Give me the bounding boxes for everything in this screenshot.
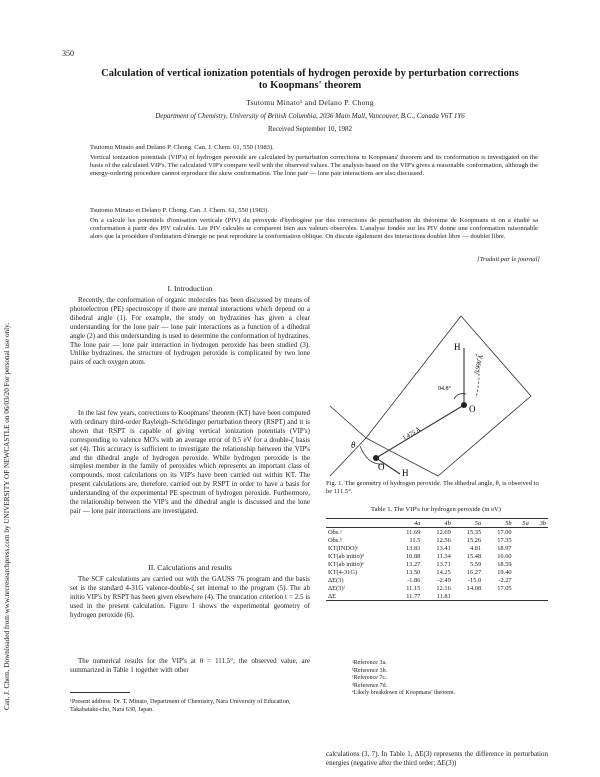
table-row bbox=[326, 568, 548, 576]
table-cell: 11.5 bbox=[409, 536, 421, 544]
table-note: ᵉLikely breakdown of Koopmans' theorem. bbox=[352, 690, 456, 697]
table-cell bbox=[531, 568, 548, 576]
atom-label-h-bottom: H bbox=[402, 468, 409, 478]
table-cell: 12.69 bbox=[436, 528, 451, 536]
table-cell bbox=[453, 592, 483, 601]
table-note: ᵃReference 3a. bbox=[352, 660, 387, 666]
table-cell: KT(ab initio)ᵉ bbox=[328, 560, 364, 568]
table-row bbox=[326, 560, 548, 568]
table-cell: -15.0 bbox=[467, 576, 482, 584]
paragraph: The SCF calculations are carried out with the GAUSS 76 program and the basis set is the standard 4-31G valence-double-ζ set internal to the program (5). The ab initio VIP's by RSPT has been given elsewhere (4). The truncation criterion t = 2.5 is used in the present calculation. Figure 1 shows the experimental geometry of hydrogen peroxide (6). bbox=[70, 575, 310, 619]
table-cell: 16.60 bbox=[497, 552, 512, 560]
table-cell bbox=[531, 584, 548, 592]
table-cell bbox=[531, 592, 548, 601]
table-cell: 10.88 bbox=[405, 552, 421, 560]
table-note: ᵇReference 3b. bbox=[352, 667, 388, 674]
table-cell: 12.56 bbox=[436, 536, 451, 544]
column-header: 5b bbox=[505, 519, 512, 527]
article-title: Calculation of vertical ionization potentials of hydrogen peroxide by perturbation corrections to Koopmans' theorem bbox=[101, 68, 519, 91]
received-date: Received September 10, 1982 bbox=[268, 125, 352, 133]
column-header: 3b bbox=[539, 519, 546, 527]
table-note: ᶜReference 7c. bbox=[352, 675, 387, 682]
table-row bbox=[326, 576, 548, 584]
dihedral-plane-upper bbox=[366, 316, 531, 476]
section-heading-calculations: II. Calculations and results bbox=[148, 563, 232, 572]
table-cell: 15.48 bbox=[466, 552, 482, 560]
table-cell: ΔE(3) bbox=[328, 576, 344, 584]
column-header bbox=[326, 519, 392, 528]
table-cell bbox=[531, 544, 548, 552]
table-cell bbox=[531, 536, 548, 544]
author-affiliation: Department of Chemistry, University of British Columbia, 2036 Main Mall, Vancouver, B.C., Canada V6T 1Y6 bbox=[155, 112, 465, 120]
table-row bbox=[326, 528, 548, 537]
plane-line-left bbox=[330, 406, 366, 438]
oxygen-atom-top bbox=[461, 402, 467, 408]
table-cell: 18.97 bbox=[497, 544, 512, 552]
table-cell: 14.08 bbox=[466, 584, 482, 592]
table-cell: 11.15 bbox=[406, 584, 421, 592]
table-cell: 17.35 bbox=[497, 536, 512, 544]
table-cell bbox=[483, 592, 513, 601]
table-row bbox=[326, 592, 548, 601]
figure-caption: Fig. 1. The geometry of hydrogen peroxide. The dihedral angle, θ, is observed to be 111.5°. bbox=[326, 480, 539, 496]
table-cell: 13.27 bbox=[405, 560, 421, 568]
table-row bbox=[326, 544, 548, 552]
paragraph: The numerical results for the VIP's at θ = 111.5°, the observed value, are summarized in Table 1 together with other bbox=[70, 657, 310, 674]
plane-line-bottom bbox=[330, 438, 366, 476]
atom-label-o-bottom: O bbox=[378, 462, 385, 472]
table-cell: -1.86 bbox=[407, 576, 421, 584]
table-row bbox=[326, 536, 548, 544]
table-cell bbox=[514, 568, 531, 576]
table-cell: 17.00 bbox=[497, 528, 512, 536]
table-cell bbox=[514, 560, 531, 568]
paragraph: Recently, the conformation of organic molecules has been discussed by means of photoelectron (PE) spectroscopy if there are mental interactions which depend on a dihedral angle (1). For example, the study on hydrazines has given a clear understanding for the lone pair — lone pair interactions as a function of a dihedral angle (2) and this understanding is used to determine the conformation of hydrazines. The lone pair — lone pair interaction in hydrogen peroxide has been studied (3). Unlike hydrazines, the structure of hydrogen peroxide is complicated by two lone pairs of each oxygen atom. bbox=[70, 296, 310, 367]
footnote-rule bbox=[70, 692, 130, 693]
article-authors: Tsutomu Minato¹ and Delano P. Chong bbox=[246, 98, 374, 107]
table-header-row bbox=[326, 519, 548, 528]
table-cell: ΔE(3)ᶠ bbox=[328, 584, 345, 592]
table-cell: 15.26 bbox=[466, 536, 482, 544]
table-cell: 14.25 bbox=[436, 568, 451, 576]
abstract-english: Vertical ionization potentials (VIP's) of hydrogen peroxide are calculated by perturbation corrections to Koopmans' theorem and its conformation is investigated on the basis of the calculated VIP's. The calculated VIP's compare well with the observed values. The analysis based on the VIP's gives a reasonable conformation, although the energy-ordering procedure cannot reproduce the skew conformation. The lone pair — lone pair interactions are also discussed. bbox=[90, 154, 538, 178]
right-column-text: calculations (3, 7). In Table 1, ΔE(3) represents the difference in perturbation energies (negative after the third order; ΔE(3)) bbox=[326, 750, 548, 767]
table-cell bbox=[514, 584, 531, 592]
vip-table bbox=[326, 518, 548, 601]
table-cell bbox=[514, 552, 531, 560]
bond-angle-label: 94.8° bbox=[438, 386, 451, 392]
abstract-french: On a calculé les potentiels d'ionisation verticale (PIV) du peroxyde d'hydrogène par des corrections de perturbation du théorème de Koopmans et on a étudié sa conformation à partir des PIV calculés. Les PIV calculés se comparent bien aux valeurs observées. L'analyse fondée sur les PIV donne une conformation raisonnable alors que la procédure d'ordination d'énergie ne peut reproduire la conformation oblique. On discute également des interactions doublet libre — doublet libre. bbox=[90, 217, 538, 241]
table-cell: 13.71 bbox=[436, 560, 451, 568]
table-cell bbox=[531, 576, 548, 584]
page-number: 350 bbox=[62, 49, 74, 58]
table-cell: KT(INDO)ᶜ bbox=[328, 544, 359, 552]
table-row bbox=[326, 552, 548, 560]
table-cell bbox=[514, 536, 531, 544]
footnote: ¹Present address: Dr. T. Minato, Department of Chemistry, Nara University of Education, Takabatake-cho, Nara 630, Japan. bbox=[70, 698, 291, 713]
download-sidebar: Can. J. Chem. Downloaded from www.nrcresearchpress.com by UNIVERSITY OF NEWCASTLE on 06/03/20 For personal use only. bbox=[3, 322, 11, 710]
section-heading-introduction: I. Introduction bbox=[167, 284, 213, 293]
table-cell: 16.27 bbox=[466, 568, 482, 576]
column-header: 5a bbox=[474, 519, 482, 527]
table-cell: 11.69 bbox=[406, 528, 421, 536]
table-cell bbox=[514, 544, 531, 552]
table-row bbox=[326, 584, 548, 592]
paragraph: In the last few years, corrections to Koopmans' theorem (KT) have been computed with ordinary third-order Rayleigh–Schrödinger perturbation theory (RSPT) and it is shown that RSPT is capable of giving vertical ionization potentials (VIP's) corresponding to valence MO's with an average error of 0.5 eV for a double-ζ basis set (4). This accuracy is sufficient to investigate the relationship between the VIP's and the dihedral angle of hydrogen peroxide. While hydrogen peroxide is the simplest member in the family of peroxides which represents an important class of compounds, most calculations on its VIP's have been carried out within KT. The present calculations are, therefore, carried out by RSPT in order to have a basis for understanding of the experimental PE spectrum of hydrogen peroxide. Furthermore, the relationship between the VIP's and the dihedral angle is discussed and the lone pair — lone pair interactions are investigated. bbox=[70, 409, 310, 515]
table-cell: 11.34 bbox=[436, 552, 451, 560]
atom-label-o-top: O bbox=[469, 404, 476, 414]
table-cell bbox=[514, 592, 531, 601]
table-cell: 17.05 bbox=[497, 584, 512, 592]
table-cell bbox=[531, 528, 548, 537]
table-cell: 11.81 bbox=[436, 592, 451, 600]
table-cell: 12.16 bbox=[436, 584, 451, 592]
table-title: Table 1. The VIP's for hydrogen peroxide (in eV) bbox=[371, 506, 501, 513]
table-cell: 19.40 bbox=[497, 568, 512, 576]
column-header: 5a bbox=[522, 519, 529, 527]
molecule-figure bbox=[326, 278, 548, 478]
oo-bond-length-label: 1.475 Å bbox=[402, 426, 422, 442]
table-cell: Obs.ᵇ bbox=[328, 536, 342, 544]
table-cell bbox=[531, 552, 548, 560]
table-cell: 18.59 bbox=[497, 560, 512, 568]
table-cell: 13.41 bbox=[436, 544, 451, 552]
citation-english: Tsutomu Minato and Delano P. Chong. Can. J. Chem. 61, 550 (1983). bbox=[90, 144, 274, 151]
table-cell: ΔE bbox=[328, 592, 337, 600]
oxygen-atom-bottom bbox=[373, 455, 379, 461]
translator-note: [Traduit par le journal] bbox=[477, 256, 540, 263]
table-notes bbox=[352, 660, 455, 698]
table-cell: 4.81 bbox=[470, 544, 482, 552]
table-cell: 13.50 bbox=[405, 568, 421, 576]
column-header: 4b bbox=[444, 519, 451, 527]
table-cell: 11.77 bbox=[406, 592, 421, 600]
atom-label-h-top: H bbox=[454, 342, 461, 352]
table-note: ᵈReference 7d. bbox=[352, 682, 388, 689]
table-cell: KT(ab initio)ᵈ bbox=[328, 552, 364, 560]
oh-bond-length-label: 0.950 Å bbox=[474, 354, 485, 375]
table-cell: Obs.ᵃ bbox=[328, 528, 342, 536]
table-cell: -2.49 bbox=[437, 576, 451, 584]
column-header: 4a bbox=[413, 519, 421, 527]
table-cell: 5.59 bbox=[470, 560, 482, 568]
table-cell: -2.27 bbox=[498, 576, 512, 584]
table-cell: 13.83 bbox=[405, 544, 421, 552]
citation-french: Tsutomu Minato et Delano P. Chong. Can. J. Chem. 61, 550 (1983). bbox=[90, 207, 270, 214]
dihedral-angle-label: θ bbox=[351, 440, 356, 450]
table-cell: KT(4-31G) bbox=[328, 568, 358, 576]
table-cell bbox=[514, 528, 531, 537]
table-cell bbox=[514, 576, 531, 584]
table-cell: 15.35 bbox=[466, 528, 482, 536]
table-cell bbox=[531, 560, 548, 568]
